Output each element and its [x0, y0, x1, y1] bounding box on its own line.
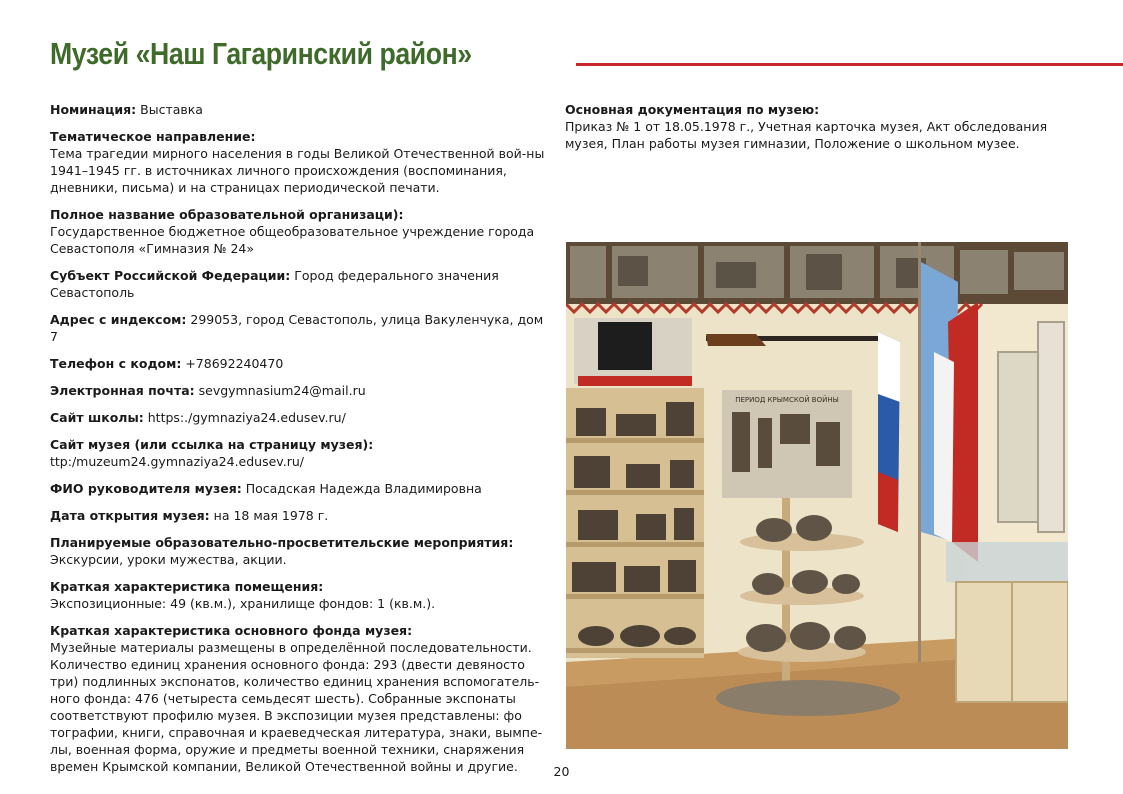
field-address — [50, 311, 550, 345]
field-value: sevgymnasium24@mail.ru — [194, 383, 366, 398]
field-main-fund — [50, 622, 550, 775]
field-value: Приказ № 1 от 18.05.1978 г., Учетная карточка музея, Акт обследования музея, План работы музея гимназии, Положение о школьном музее. — [565, 119, 1048, 151]
field-value: https:./gymnaziya24.edusev.ru/ — [143, 410, 346, 425]
field-value: ttp:/muzeum24.gymnaziya24.edusev.ru/ — [50, 454, 304, 469]
field-documentation — [565, 101, 1085, 152]
field-label: Основная документация по музею: — [565, 102, 820, 117]
field-label: Номинация: — [50, 102, 137, 117]
field-value: 299053, город Севастополь, улица Вакуленчука, дом 7 — [50, 312, 544, 344]
field-premises — [50, 578, 550, 612]
field-value: Государственное бюджетное общеобразовательное учреждение города Севастополя «Гимназия № 24» — [50, 224, 535, 256]
field-value: Экспозиционные: 49 (кв.м.), хранилище фондов: 1 (кв.м.). — [50, 596, 436, 611]
page-title: Музей «Наш Гагаринский район» — [50, 36, 472, 71]
field-label: Краткая характеристика основного фонда музея: — [50, 623, 413, 638]
field-museum-site — [50, 436, 550, 470]
field-label: Адрес с индексом: — [50, 312, 187, 327]
page-number: 20 — [553, 764, 570, 779]
left-column — [50, 101, 550, 785]
field-label: Полное название образовательной организаци): — [50, 207, 404, 222]
field-label: Сайт музея (или ссылка на страницу музея): — [50, 437, 374, 452]
field-label: Дата открытия музея: — [50, 508, 210, 523]
field-value: Тема трагедии мирного населения в годы Великой Отечественной вой-ны 1941–1945 гг. в источниках личного происхождения (воспоминания, дневники, письма) и на страницах периодической печати. — [50, 146, 545, 195]
field-value: +78692240470 — [181, 356, 284, 371]
field-phone — [50, 355, 550, 372]
field-value: Посадская Надежда Владимировна — [241, 481, 482, 496]
field-opening-date — [50, 507, 550, 524]
field-region — [50, 267, 550, 301]
field-label: Краткая характеристика помещения: — [50, 579, 324, 594]
field-label: Тематическое направление: — [50, 129, 256, 144]
field-theme — [50, 128, 550, 196]
field-label: Электронная почта: — [50, 383, 195, 398]
poster-heading: ПЕРИОД КРЫМСКОЙ ВОЙНЫ — [735, 396, 839, 404]
title-divider — [576, 63, 1123, 66]
field-value: Экскурсии, уроки мужества, акции. — [50, 552, 287, 567]
museum-exhibit-illustration — [566, 242, 1068, 749]
field-director — [50, 480, 550, 497]
right-column — [565, 101, 1085, 162]
field-nomination — [50, 101, 550, 118]
field-value: Город федерального значения Севастополь — [50, 268, 499, 300]
field-label: Телефон с кодом: — [50, 356, 182, 371]
field-email — [50, 382, 550, 399]
field-label: Субъект Российской Федерации: — [50, 268, 291, 283]
field-label: Планируемые образовательно-просветительские мероприятия: — [50, 535, 514, 550]
field-school-site — [50, 409, 550, 426]
field-events — [50, 534, 550, 568]
field-value: Музейные материалы размещены в определённой последовательности. Количество единиц хранения основного фонда: 293 (двести девяносто три) подлинных экспонатов, количество единиц хранения вспомогатель-ного фонда: 476 (четыреста семьдесят шесть). Собранные экспонаты соответствуют профилю музея. В экспозиции музея представлены: фо тографии, книги, справочная и краеведческая литература, знаки, вымпе-лы, военная форма, оружие и предметы военной техники, снаряжения времен Крымской компании, Великой Отечественной войны и другие. — [50, 640, 543, 774]
field-organization — [50, 206, 550, 257]
field-label: ФИО руководителя музея: — [50, 481, 242, 496]
field-value: Выставка — [136, 102, 203, 117]
field-value: на 18 мая 1978 г. — [209, 508, 329, 523]
museum-exhibit-photo — [566, 242, 1068, 749]
field-label: Сайт школы: — [50, 410, 144, 425]
